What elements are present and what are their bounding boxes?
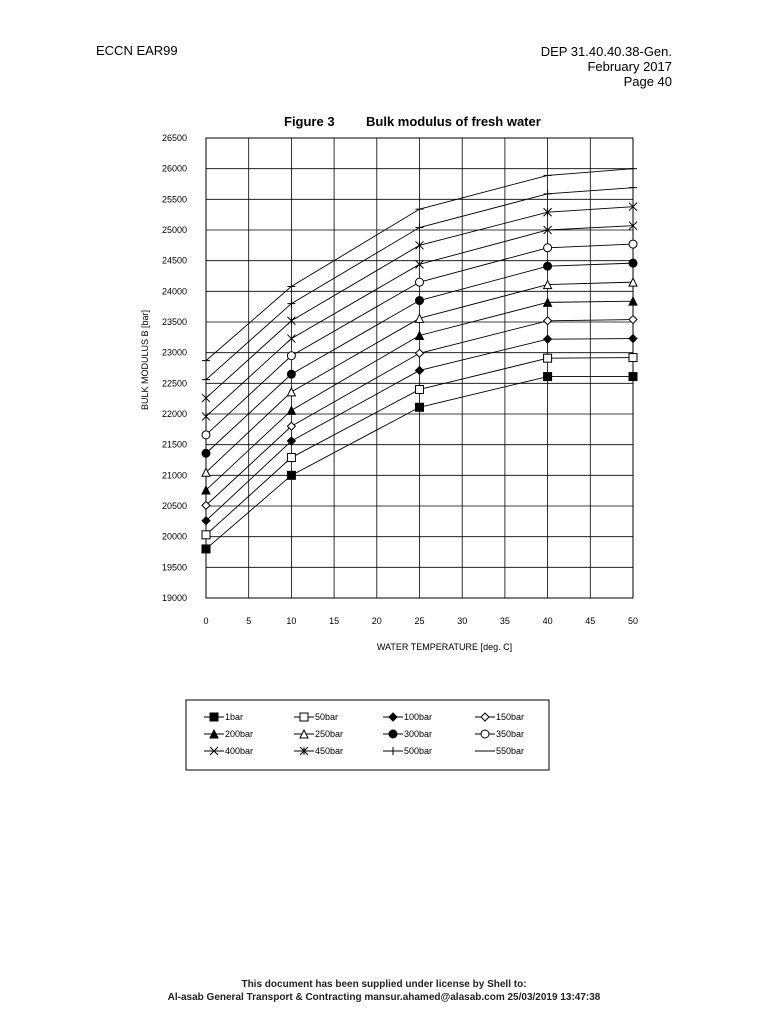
header-left: ECCN EAR99 [96,43,178,58]
data-point-1bar [544,373,552,381]
y-tick-label: 20000 [161,531,187,542]
data-point-450bar [202,394,210,402]
data-point-350bar [544,244,552,252]
legend-label-550bar: 550bar [496,746,525,756]
y-tick-label: 21500 [161,439,187,450]
y-tick-label: 22500 [161,378,187,389]
legend-label-200bar: 200bar [225,729,254,739]
legend-label-400bar: 400bar [225,746,254,756]
legend-label-150bar: 150bar [496,712,525,722]
data-point-350bar [202,431,210,439]
data-point-50bar [629,354,637,362]
y-tick-label: 19500 [161,562,187,573]
y-tick-label: 24000 [161,286,187,297]
doc-number: DEP 31.40.40.38-Gen. [540,44,672,59]
data-point-350bar [287,352,295,360]
page-number: Page 40 [623,74,672,89]
x-tick-label: 30 [457,616,468,626]
x-tick-label: 0 [203,616,209,626]
footer-line-2: Al-asab General Transport & Contracting mansur.ahamed@alasab.com 25/03/2019 13:47:38 [167,992,601,1003]
x-tick-label: 15 [329,616,340,626]
x-tick-label: 20 [371,616,382,626]
legend-label-100bar: 100bar [404,712,433,722]
y-tick-label: 25500 [161,194,187,205]
data-point-200bar [416,331,424,339]
data-point-1bar [416,403,424,411]
data-point-300bar [544,262,552,270]
y-tick-label: 26000 [161,163,187,174]
y-tick-label: 22000 [161,409,187,419]
y-tick-label: 23000 [161,347,187,358]
data-point-300bar [202,449,210,457]
data-point-350bar [416,278,424,286]
x-tick-label: 5 [246,616,252,626]
x-tick-label: 45 [585,616,596,626]
figure-number: Figure 3 [284,114,335,129]
data-point-500bar [544,190,552,198]
data-point-1bar [629,373,637,381]
y-axis-label: BULK MODULUS B [bar] [140,309,150,411]
x-tick-label: 35 [499,616,510,626]
legend-marker-350bar [481,730,489,738]
legend-label-450bar: 450bar [315,746,344,756]
legend-label-250bar: 250bar [315,729,344,739]
legend-label-300bar: 300bar [404,729,433,739]
doc-date: February 2017 [587,59,672,74]
data-point-450bar [287,317,295,325]
data-point-150bar [416,349,424,357]
x-tick-label: 10 [286,616,297,626]
legend-marker-300bar [389,730,397,738]
y-tick-label: 21000 [161,470,187,481]
data-point-50bar [416,385,424,393]
data-point-150bar [544,317,552,325]
legend-label-50bar: 50bar [315,712,339,722]
legend-marker-50bar [300,713,308,721]
data-point-250bar [416,314,424,322]
data-point-1bar [287,471,295,479]
y-tick-label: 24500 [161,255,187,266]
x-axis-label: WATER TEMPERATURE [deg. C] [376,642,513,652]
data-point-300bar [287,370,295,378]
x-tick-label: 25 [414,616,425,626]
legend-label-350bar: 350bar [496,729,525,739]
x-tick-label: 50 [627,616,639,626]
footer-line-1: This document has been supplied under license by Shell to: [241,979,527,990]
data-point-300bar [629,259,637,267]
legend-label-500bar: 500bar [404,746,433,756]
y-tick-label: 26500 [161,133,187,143]
data-point-200bar [287,406,295,414]
data-point-50bar [544,354,552,362]
y-tick-label: 25000 [161,225,187,235]
data-point-100bar [416,366,424,374]
data-point-50bar [202,531,210,539]
figure-caption: Bulk modulus of fresh water [366,114,541,129]
data-point-350bar [629,240,637,248]
legend-label-1bar: 1bar [225,712,244,722]
data-point-100bar [629,335,637,343]
license-footer [0,978,768,1004]
y-tick-label: 19000 [161,593,187,603]
y-tick-label: 23500 [161,317,187,327]
x-tick-label: 40 [542,616,553,626]
data-point-500bar [629,184,637,192]
data-point-1bar [202,545,210,553]
data-point-450bar [416,241,424,249]
data-point-300bar [416,297,424,305]
data-point-50bar [287,454,295,462]
data-point-100bar [544,335,552,343]
data-point-250bar [287,388,295,396]
legend-marker-1bar [210,713,218,721]
y-tick-label: 20500 [161,501,187,511]
